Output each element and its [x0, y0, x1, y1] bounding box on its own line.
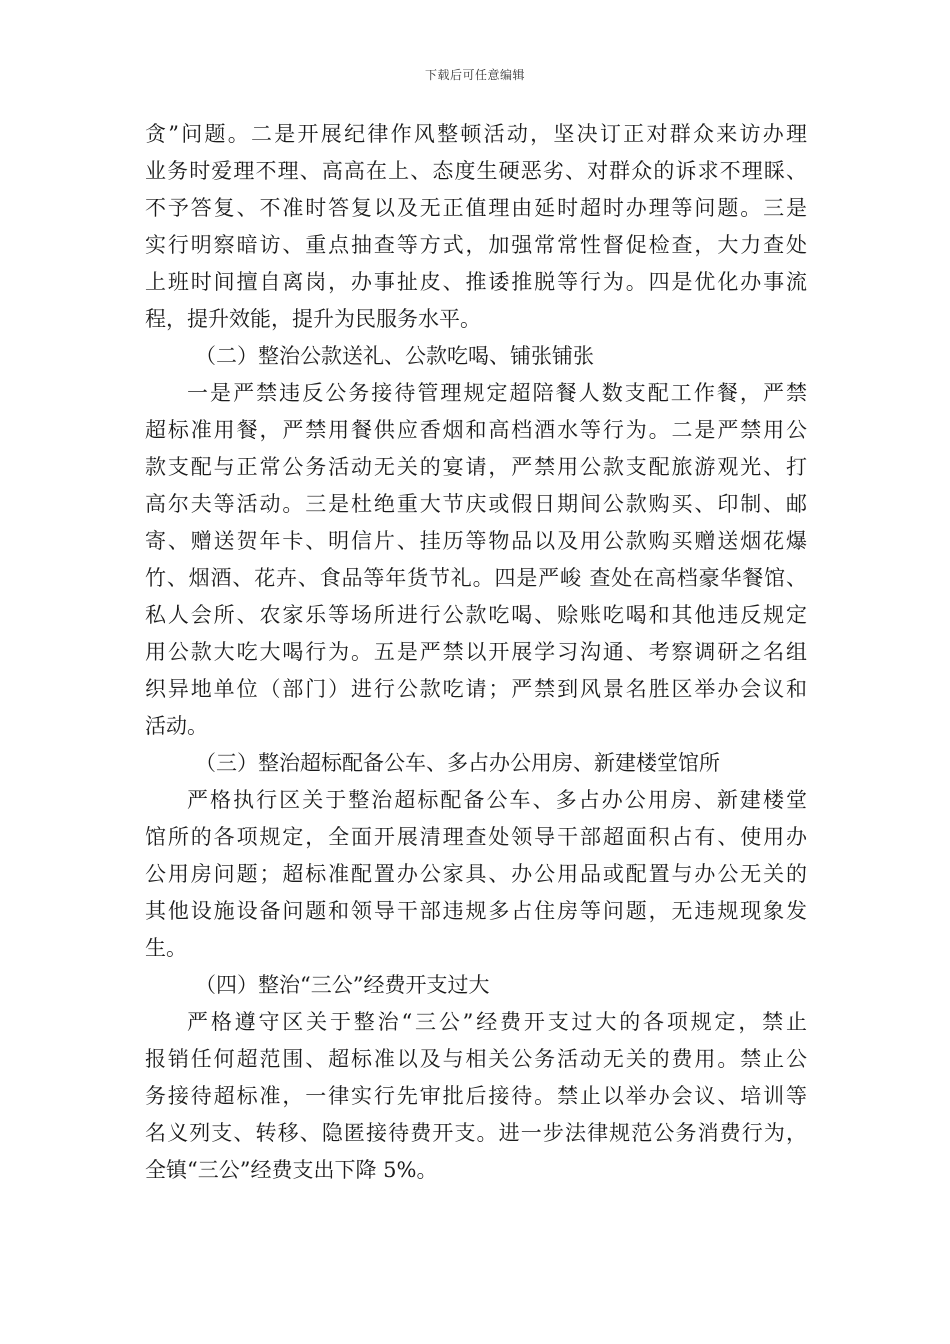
paragraph-line: 不予答复、不准时答复以及无正值理由延时超时办理等问题。三是 [145, 196, 807, 220]
paragraph-line: 织异地单位（部门）进行公款吃请；严禁到风景名胜区举办会议和 [145, 677, 807, 701]
paragraph-line: 严格执行区关于整治超标配备公车、多占办公用房、新建楼堂 [187, 788, 807, 812]
paragraph-line: 用公款大吃大喝行为。五是严禁以开展学习沟通、考察调研之名组 [145, 640, 807, 664]
paragraph-line: 名义列支、转移、隐匿接待费开支。进一步法律规范公务消费行为， [145, 1121, 807, 1145]
paragraph-line: 实行明察暗访、重点抽查等方式，加强常常性督促检查，大力查处 [145, 233, 807, 257]
paragraph-line: 馆所的各项规定，全面开展清理查处领导干部超面积占有、使用办 [145, 825, 807, 849]
section-heading: （四）整治“三公”经费开支过大 [195, 973, 490, 997]
paragraph-line: 务接待超标准，一律实行先审批后接待。禁止以举办会议、培训等 [145, 1084, 807, 1108]
paragraph-line: 生。 [145, 936, 187, 960]
page-header: 下载后可任意编辑 [424, 68, 525, 82]
paragraph-line: 上班时间擅自离岗，办事扯皮、推诿推脱等行为。四是优化办事流 [145, 270, 807, 294]
paragraph-line: 程，提升效能，提升为民服务水平。 [145, 307, 481, 331]
paragraph-line: 全镇“三公”经费支出下降 5%。 [145, 1158, 438, 1182]
paragraph-line: 款支配与正常公务活动无关的宴请，严禁用公款支配旅游观光、打 [145, 455, 807, 479]
paragraph-line: 贪”问题。二是开展纪律作风整顿活动，坚决订正对群众来访办理 [145, 122, 807, 146]
paragraph-line: 超标准用餐，严禁用餐供应香烟和高档酒水等行为。二是严禁用公 [145, 418, 807, 442]
paragraph-line: 严格遵守区关于整治“三公”经费开支过大的各项规定，禁止 [187, 1010, 807, 1034]
paragraph-line: 一是严禁违反公务接待管理规定超陪餐人数支配工作餐，严禁 [187, 381, 807, 405]
paragraph-line: 活动。 [145, 714, 208, 738]
document-body [145, 116, 807, 1189]
section-heading: （二）整治公款送礼、公款吃喝、铺张铺张 [195, 344, 594, 368]
paragraph-line: 公用房问题；超标准配置办公家具、办公用品或配置与办公无关的 [145, 862, 807, 886]
section-heading: （三）整治超标配备公车、多占办公用房、新建楼堂馆所 [195, 751, 720, 775]
paragraph-line: 报销任何超范围、超标准以及与相关公务活动无关的费用。禁止公 [145, 1047, 807, 1071]
paragraph-line: 私人会所、农家乐等场所进行公款吃喝、赊账吃喝和其他违反规定 [145, 603, 807, 627]
paragraph-line: 竹、烟酒、花卉、食品等年货节礼。四是严峻 查处在高档豪华餐馆、 [145, 566, 807, 590]
paragraph-line: 业务时爱理不理、高高在上、态度生硬恶劣、对群众的诉求不理睬、 [145, 159, 807, 183]
paragraph-line: 其他设施设备问题和领导干部违规多占住房等问题，无违规现象发 [145, 899, 807, 923]
paragraph-line: 高尔夫等活动。三是杜绝重大节庆或假日期间公款购买、印制、邮 [145, 492, 807, 516]
paragraph-line: 寄、赠送贺年卡、明信片、挂历等物品以及用公款购买赠送烟花爆 [145, 529, 807, 553]
